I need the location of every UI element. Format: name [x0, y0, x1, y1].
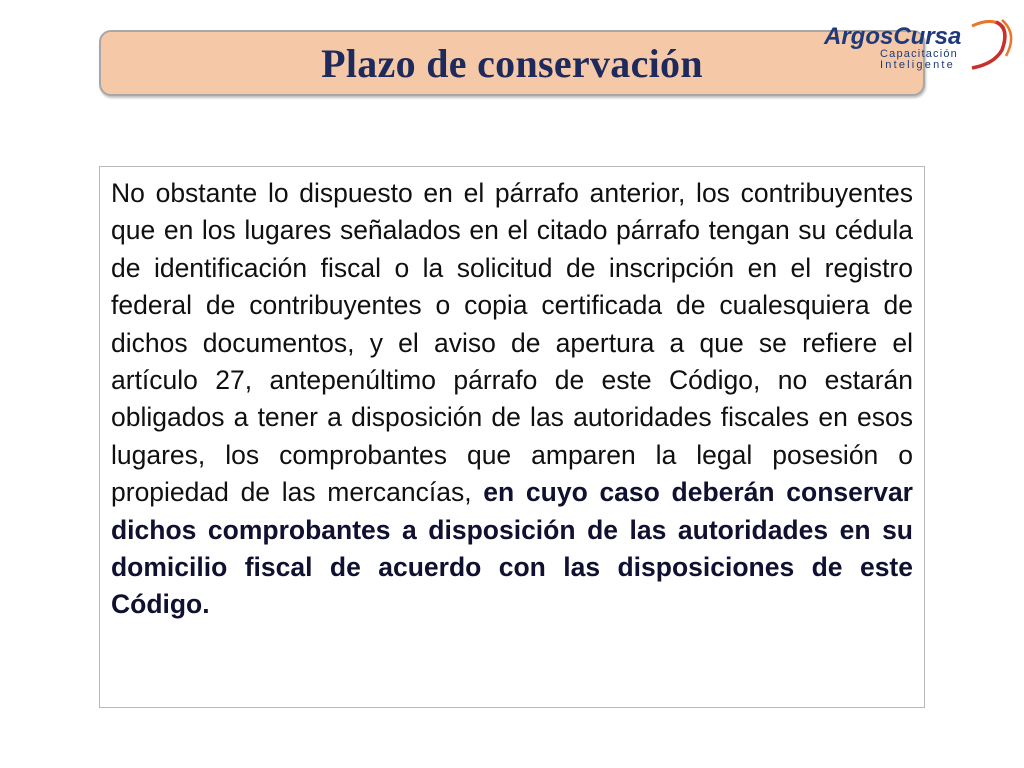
slide-title: Plazo de conservación — [321, 40, 703, 86]
logo-tagline-1: Capacitación — [880, 48, 958, 60]
title-banner — [99, 30, 925, 96]
body-regular-text: No obstante lo dispuesto en el párrafo anterior, los contribuyentes que en los lugares señalados en el citado párrafo tengan su cédula de identificación fiscal o la solicitud de inscripción en el registro federal de contribuyentes o copia certificada de cualesquiera de dichos documentos, y el aviso de apertura a que se refiere el artículo 27, antepenúltimo párrafo de este Código, no estarán obligados a tener a disposición de las autoridades fiscales en esos lugares, los comprobantes que amparen la legal posesión o propiedad de las mercancías, — [111, 178, 913, 508]
content-panel — [99, 166, 925, 708]
logo-tagline-2: Inteligente — [880, 59, 955, 71]
logo-brand-text: ArgosCursa — [824, 23, 962, 50]
argoscursa-logo — [822, 14, 1018, 72]
body-bold-text: en cuyo caso deberán conservar dichos comprobantes a disposición de las autoridades en su domicilio fiscal de acuerdo con las disposiciones de este Código. — [111, 477, 913, 620]
body-paragraph — [111, 175, 913, 624]
